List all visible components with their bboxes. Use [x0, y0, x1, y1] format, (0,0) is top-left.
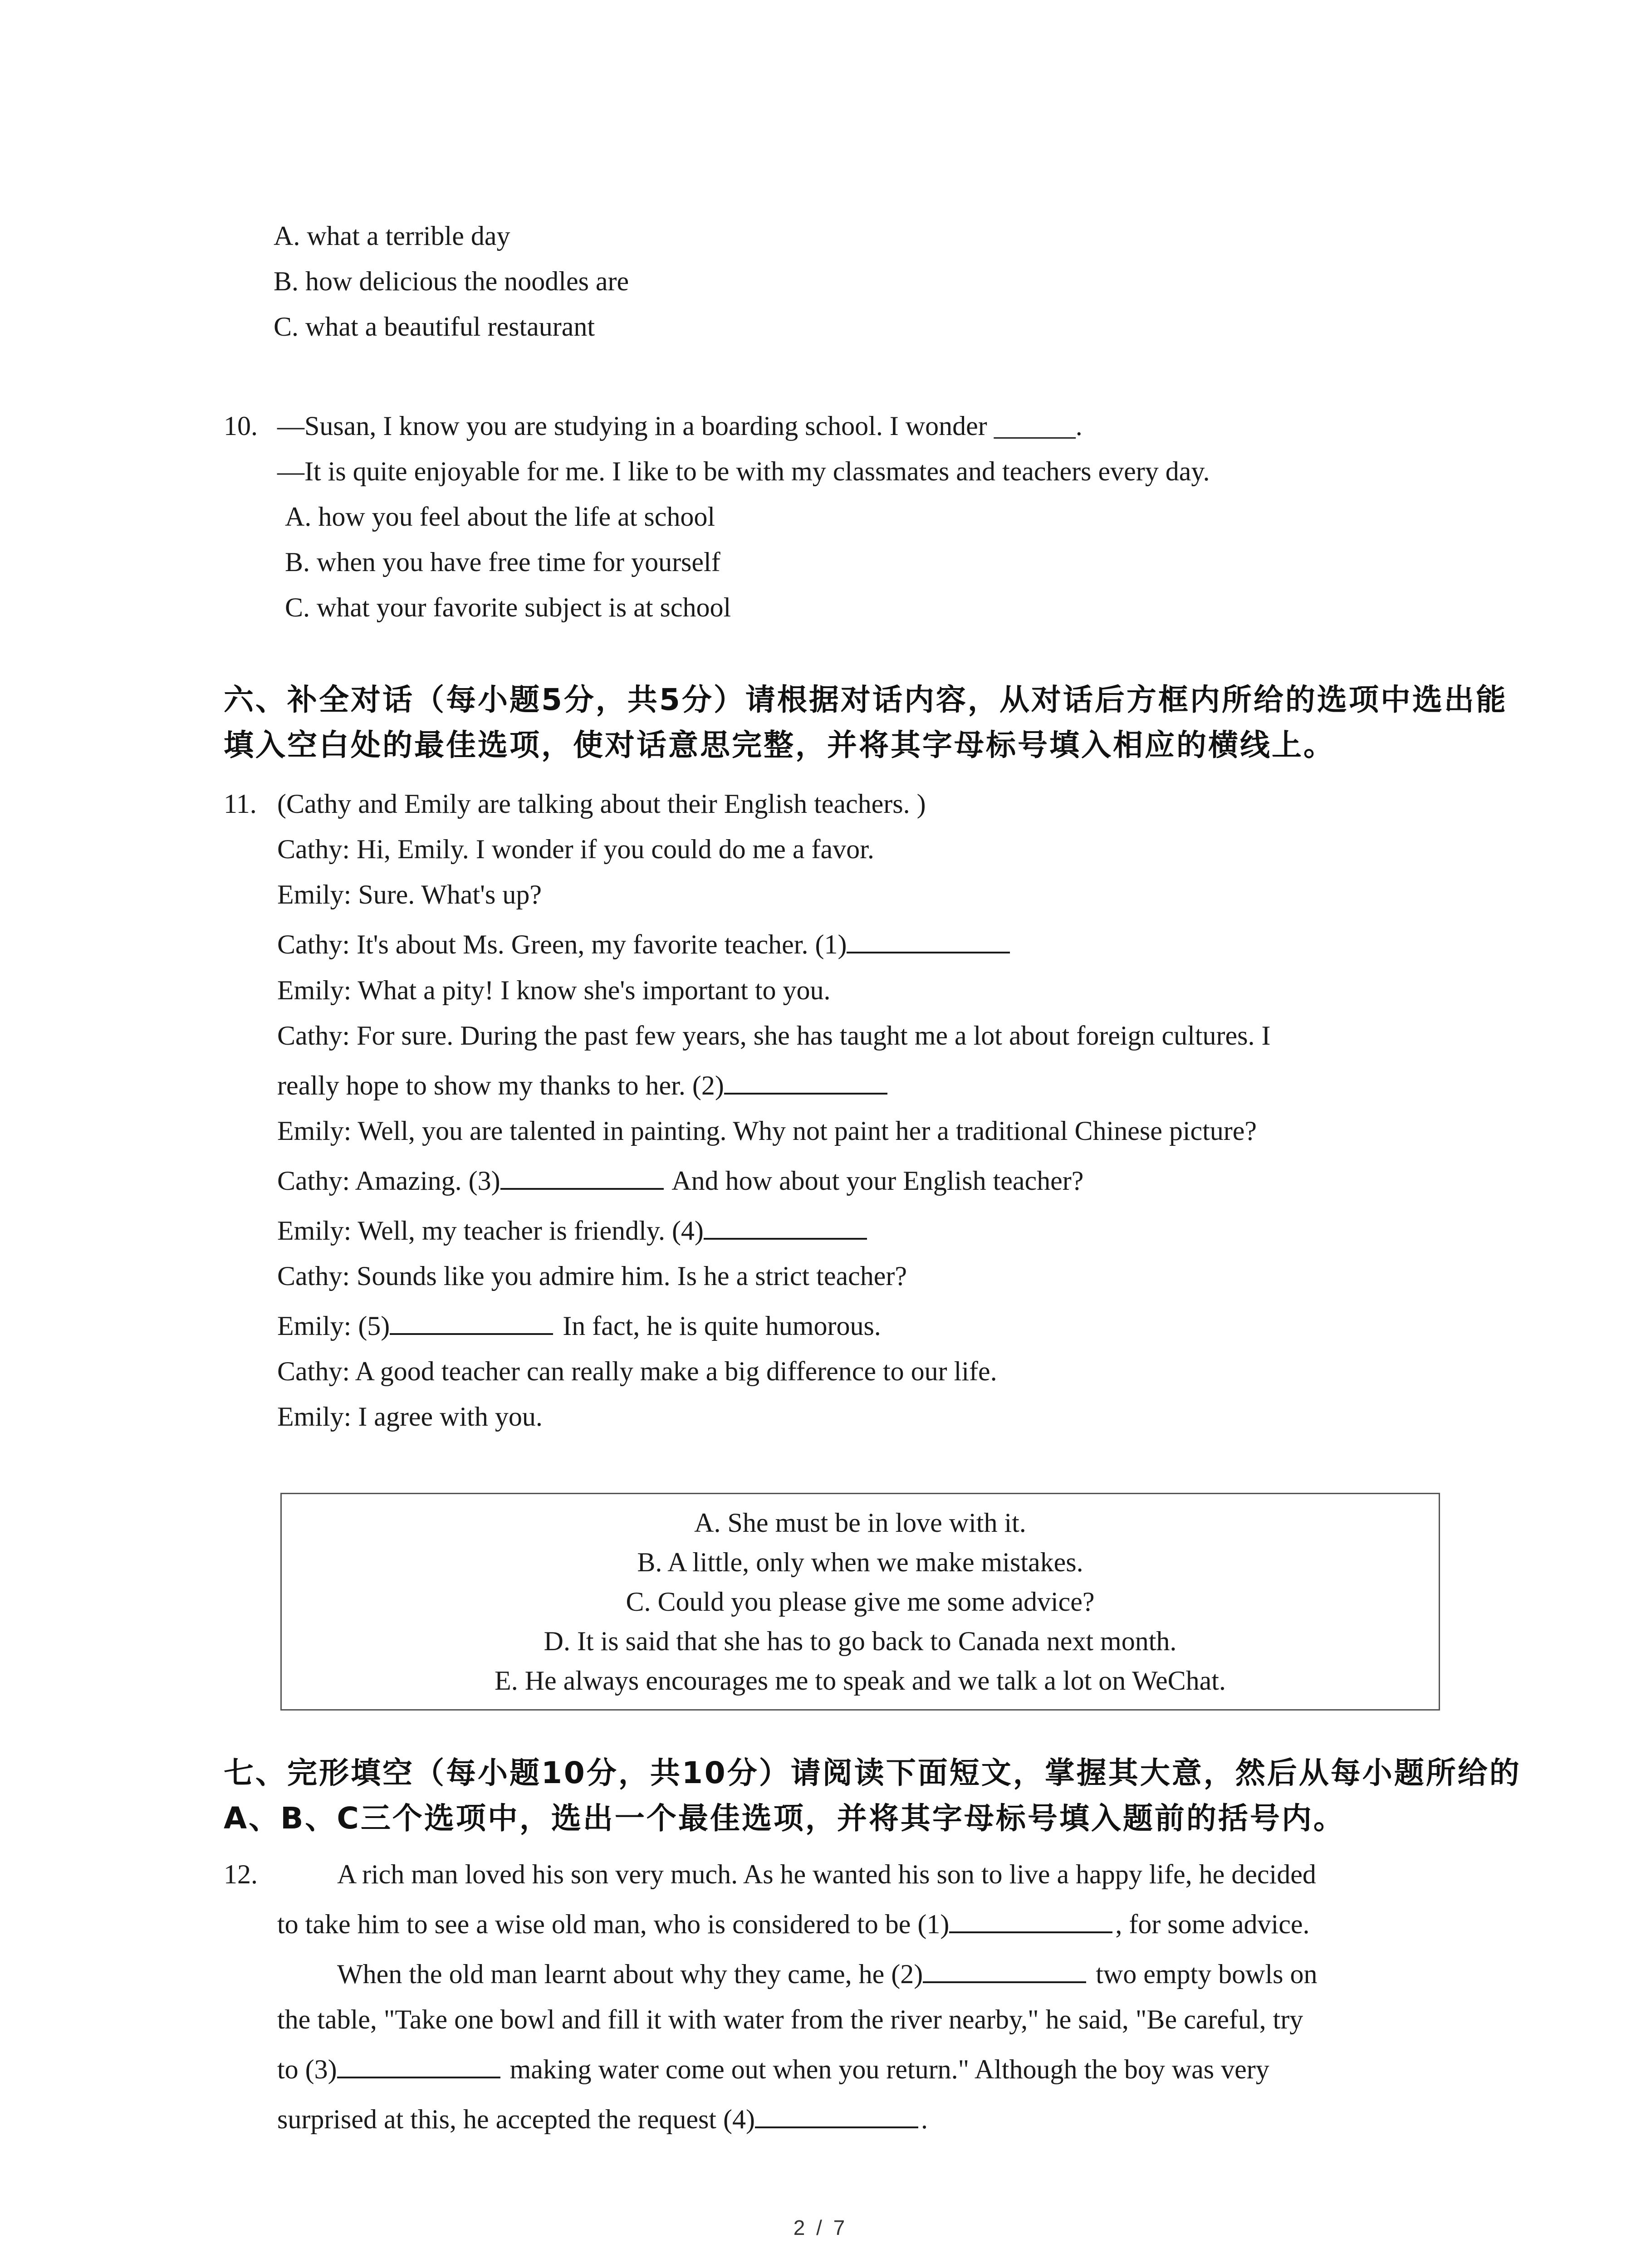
cloze-blank-3[interactable] — [337, 2050, 500, 2078]
passage-line — [337, 1951, 1318, 1997]
passage-line — [277, 2047, 1269, 2092]
dialogue-line — [277, 1208, 870, 1253]
dialogue-text: Emily: Well, my teacher is friendly. (4) — [277, 1216, 704, 1246]
options-box — [280, 1493, 1440, 1711]
dialogue-line: Emily: Sure. What's up? — [277, 880, 542, 909]
dialogue-text: really hope to show my thanks to her. (2) — [277, 1070, 724, 1100]
dialogue-line: Emily: What a pity! I know she's important to you. — [277, 975, 831, 1005]
dialogue-text: And how about your English teacher? — [671, 1166, 1084, 1196]
dialogue-line — [277, 1158, 1083, 1203]
q11-intro: (Cathy and Emily are talking about their English teachers. ) — [277, 789, 926, 819]
dialogue-text: In fact, he is quite humorous. — [563, 1311, 881, 1341]
passage-text: to take him to see a wise old man, who is considered to be (1) — [277, 1909, 950, 1939]
answer-blank-1[interactable] — [847, 925, 1010, 953]
dialogue-line: Cathy: A good teacher can really make a big difference to our life. — [277, 1356, 997, 1386]
q9-option-a: A. what a terrible day — [274, 221, 510, 251]
passage-text: making water come out when you return." Although the boy was very — [509, 2054, 1269, 2084]
answer-blank-2[interactable] — [724, 1066, 887, 1095]
passage-text: surprised at this, he accepted the request (4) — [277, 2104, 755, 2134]
page-number: 2 / 7 — [793, 2216, 848, 2239]
cloze-blank-2[interactable] — [923, 1955, 1086, 1983]
passage-text: , for some advice. — [1115, 1909, 1310, 1939]
passage-text: to (3) — [277, 2054, 337, 2084]
section-7-heading-line-1: 七、完形填空（每小题10分，共10分）请阅读下面短文，掌握其大意，然后从每小题所给的 — [224, 1755, 1521, 1790]
dialogue-text: Cathy: Amazing. (3) — [277, 1166, 500, 1196]
q10-line-1: —Susan, I know you are studying in a boarding school. I wonder ______. — [277, 411, 1083, 441]
passage-line — [277, 2097, 928, 2142]
section-6-heading-line-1: 六、补全对话（每小题5分，共5分）请根据对话内容，从对话后方框内所给的选项中选出能 — [224, 682, 1508, 717]
box-option-b: B. A little, only when we make mistakes. — [637, 1547, 1083, 1577]
cloze-blank-1[interactable] — [949, 1905, 1112, 1933]
q10-number: 10. — [224, 411, 258, 441]
section-7-heading-line-2: A、B、C三个选项中，选出一个最佳选项，并将其字母标号填入题前的括号内。 — [224, 1801, 1345, 1836]
q10-option-c: C. what your favorite subject is at school — [285, 592, 731, 622]
box-option-d: D. It is said that she has to go back to Canada next month. — [544, 1626, 1177, 1656]
passage-text: . — [921, 2104, 928, 2134]
dialogue-line — [277, 1063, 890, 1108]
box-option-a: A. She must be in love with it. — [694, 1508, 1026, 1538]
q10-option-b: B. when you have free time for yourself — [285, 547, 720, 577]
passage-text: When the old man learnt about why they came, he (2) — [337, 1959, 923, 1989]
answer-blank-4[interactable] — [704, 1212, 867, 1240]
q10-line-2: —It is quite enjoyable for me. I like to be with my classmates and teachers every day. — [277, 456, 1210, 486]
dialogue-text: Emily: (5) — [277, 1311, 390, 1341]
passage-line — [277, 1901, 1310, 1947]
q9-option-c: C. what a beautiful restaurant — [274, 312, 595, 342]
answer-blank-5[interactable] — [390, 1307, 553, 1335]
dialogue-line: Emily: Well, you are talented in painting. Why not paint her a traditional Chinese picture? — [277, 1116, 1257, 1146]
dialogue-line: Emily: I agree with you. — [277, 1402, 543, 1432]
dialogue-line: Cathy: Hi, Emily. I wonder if you could do me a favor. — [277, 834, 874, 864]
passage-line: A rich man loved his son very much. As he wanted his son to live a happy life, he decided — [337, 1859, 1316, 1889]
section-6-heading-line-2: 填入空白处的最佳选项，使对话意思完整，并将其字母标号填入相应的横线上。 — [224, 728, 1335, 763]
cloze-blank-4[interactable] — [755, 2100, 918, 2128]
box-option-e: E. He always encourages me to speak and we talk a lot on WeChat. — [495, 1666, 1226, 1696]
passage-text: two empty bowls on — [1096, 1959, 1318, 1989]
q11-number: 11. — [224, 789, 257, 819]
dialogue-line — [277, 922, 1013, 967]
dialogue-text: Cathy: It's about Ms. Green, my favorite teacher. (1) — [277, 929, 847, 959]
dialogue-line — [277, 1303, 881, 1349]
q12-number: 12. — [224, 1859, 258, 1889]
q10-option-a: A. how you feel about the life at school — [285, 502, 715, 532]
dialogue-line: Cathy: For sure. During the past few years, she has taught me a lot about foreign cultures. I — [277, 1021, 1271, 1051]
q9-option-b: B. how delicious the noodles are — [274, 266, 629, 296]
answer-blank-3[interactable] — [500, 1162, 664, 1190]
passage-line: the table, "Take one bowl and fill it with water from the river nearby," he said, "Be careful, try — [277, 2004, 1303, 2034]
box-option-c: C. Could you please give me some advice? — [626, 1587, 1095, 1617]
dialogue-line: Cathy: Sounds like you admire him. Is he a strict teacher? — [277, 1261, 907, 1291]
